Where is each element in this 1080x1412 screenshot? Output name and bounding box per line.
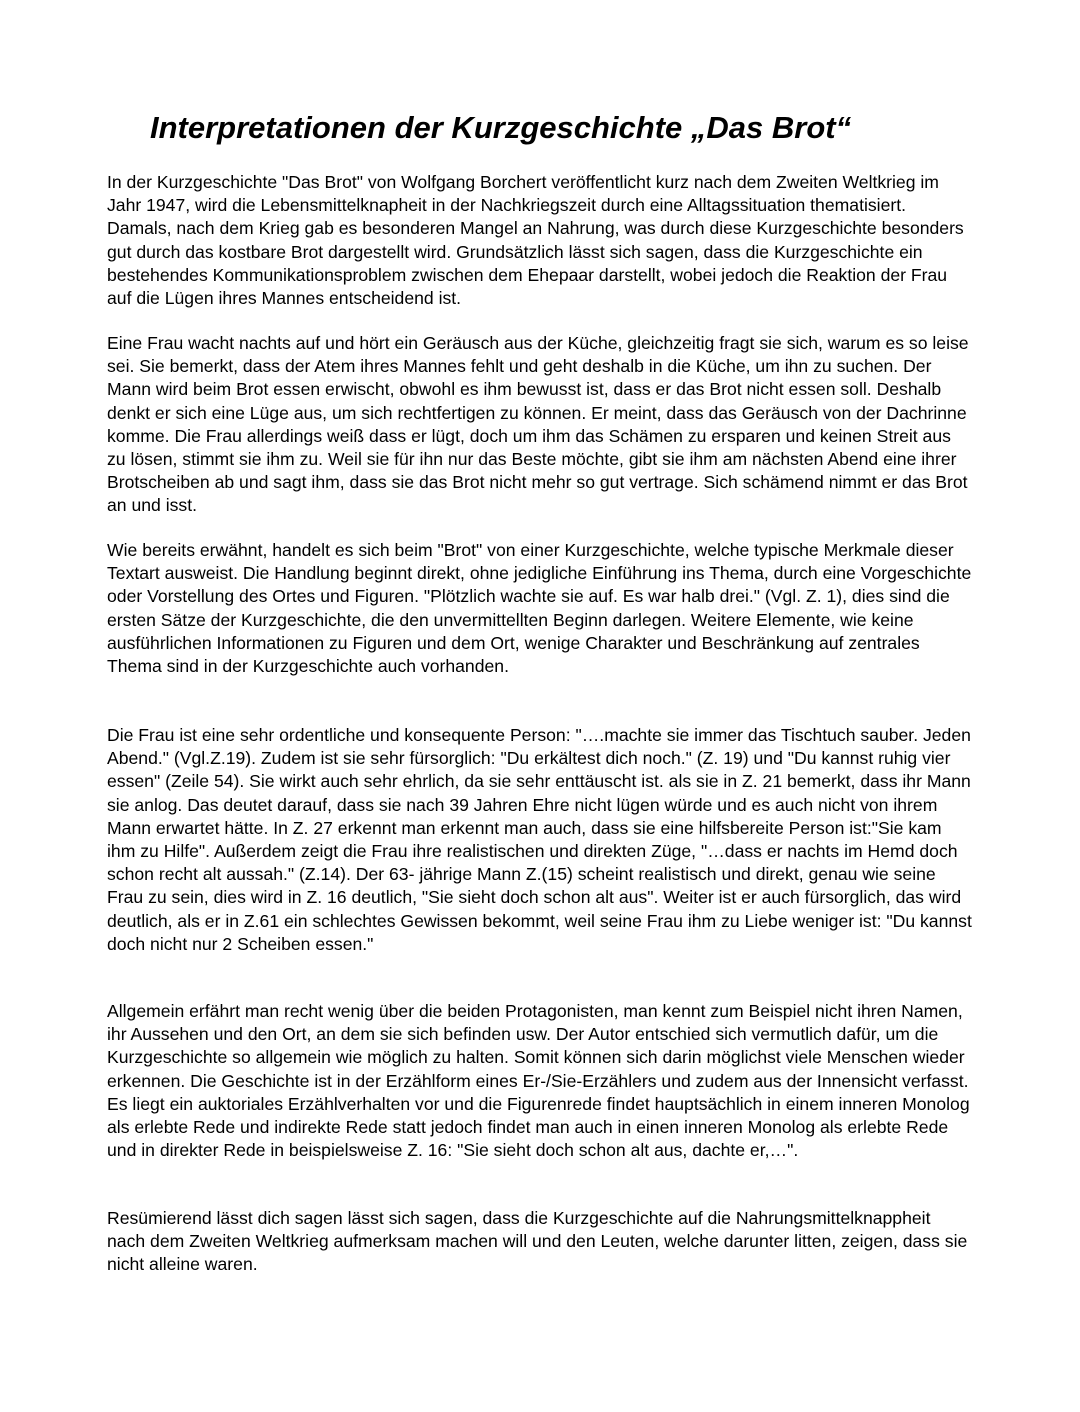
paragraph-text-type: Wie bereits erwähnt, handelt es sich beim "Brot" von einer Kurzgeschichte, welche typische Merkmale dieser Textart ausweist. Die Handlung beginnt direkt, ohne jedigliche Einführung ins Thema, durch eine Vorgeschichte oder Vorstellung des Ortes und Figuren. "Plötzlich wachte sie auf. Es war halb drei." (Vgl. Z. 1), dies sind die ersten Sätze der Kurzgeschichte, die den unvermittellten Beginn darlegen. Weitere Elemente, wie keine ausführlichen Informationen zu Figuren und dem Ort, wenige Charakter und Beschränkung auf zentrales Thema sind in der Kurzgeschichte auch vorhanden. [107, 540, 972, 677]
document-title: Interpretationen der Kurzgeschichte „Das Brot“ [150, 110, 852, 145]
paragraph-narration: Allgemein erfährt man recht wenig über die beiden Protagonisten, man kennt zum Beispiel nicht ihren Namen, ihr Aussehen und den Ort, an dem sie sich befinden usw. Der Autor entschied sich vermutlich dafür, um die Kurzgeschichte so allgemein wie möglich zu halten. Somit können sich darin möglichst viele Menschen wieder erkennen. Die Geschichte ist in der Erzählform eines Er-/Sie-Erzählers und zudem aus der Innensicht verfasst. Es liegt ein auktoriales Erzählverhalten vor und die Figurenrede findet hauptsächlich in einem inneren Monolog als erlebte Rede und indirekte Rede statt jedoch findet man auch in einen inneren Monolog als erlebte Rede und in direkter Rede in beispielsweise Z. 16: "Sie sieht doch schon alt aus, dachte er,…". [107, 1001, 970, 1161]
paragraph-summary: Eine Frau wacht nachts auf und hört ein Geräusch aus der Küche, gleichzeitig fragt sie sich, warum es so leise sei. Sie bemerkt, dass der Atem ihres Mannes fehlt und geht deshalb in die Küche, um ihn zu suchen. Der Mann wird beim Brot essen erwischt, obwohl es ihm bewusst ist, dass er das Brot nicht essen soll. Deshalb denkt er sich eine Lüge aus, um sich rechtfertigen zu können. Er meint, dass das Geräusch von der Dachrinne komme. Die Frau allerdings weiß dass er lügt, doch um ihm das Schämen zu ersparen und keinen Streit aus zu lösen, stimmt sie ihm zu. Weil sie für ihn nur das Beste möchte, gibt sie ihm am nächsten Abend eine ihrer Brotscheiben ab und sagt ihm, dass sie das Brot nicht mehr so gut vertrage. Sich schämend nimmt er das Brot an und isst. [107, 333, 969, 516]
paragraph-conclusion: Resümierend lässt dich sagen lässt sich sagen, dass die Kurzgeschichte auf die Nahrungsmittelknappheit nach dem Zweiten Weltkrieg aufmerksam machen will und den Leuten, welche darunter litten, zeigen, dass sie nicht alleine waren. [107, 1208, 968, 1275]
paragraph-characters: Die Frau ist eine sehr ordentliche und konsequente Person: "….machte sie immer das Tischtuch sauber. Jeden Abend." (Vgl.Z.19). Zudem ist sie sehr fürsorglich: "Du erkältest dich noch." (Z. 19) und "Du kannst ruhig vier essen" (Zeile 54). Sie wirkt auch sehr ehrlich, da sie sehr enttäuscht ist. als sie in Z. 21 bemerkt, dass ihr Mann sie anlog. Das deutet darauf, dass sie nach 39 Jahren Ehre nicht lügen würde und es auch nicht von ihrem Mann erwartet hätte. In Z. 27 erkennt man erkennt man auch, dass sie eine hilfsbereite Person ist:"Sie kam ihm zu Hilfe". Außerdem zeigt die Frau ihre realistischen und direkten Züge, "…dass er nachts im Hemd doch schon recht alt aussah." (Z.14). Der 63- jährige Mann Z.(15) scheint realistisch und direkt, genau wie seine Frau zu sein, dies wird in Z. 16 deutlich, "Sie sieht doch schon alt aus". Weiter ist er auch fürsorglich, das wird deutlich, als er in Z.61 ein schlechtes Gewissen bekommt, weil seine Frau ihm zu Liebe weniger ist: "Du kannst doch nicht nur 2 Scheiben essen." [107, 725, 972, 954]
paragraph-introduction: In der Kurzgeschichte "Das Brot" von Wolfgang Borchert veröffentlicht kurz nach dem Zweiten Weltkrieg im Jahr 1947, wird die Lebensmittelknapheit in der Nachkriegszeit durch eine Alltagssituation thematisiert. Damals, nach dem Krieg gab es besonderen Mangel an Nahrung, was durch diese Kurzgeschichte besonders gut durch das kostbare Brot dargestellt wird. Grundsätzlich lässt sich sagen, dass die Kurzgeschichte ein bestehendes Kommunikationsproblem zwischen dem Ehepaar darstellt, wobei jedoch die Reaktion der Frau auf die Lügen ihres Mannes entscheidend ist. [107, 172, 964, 309]
